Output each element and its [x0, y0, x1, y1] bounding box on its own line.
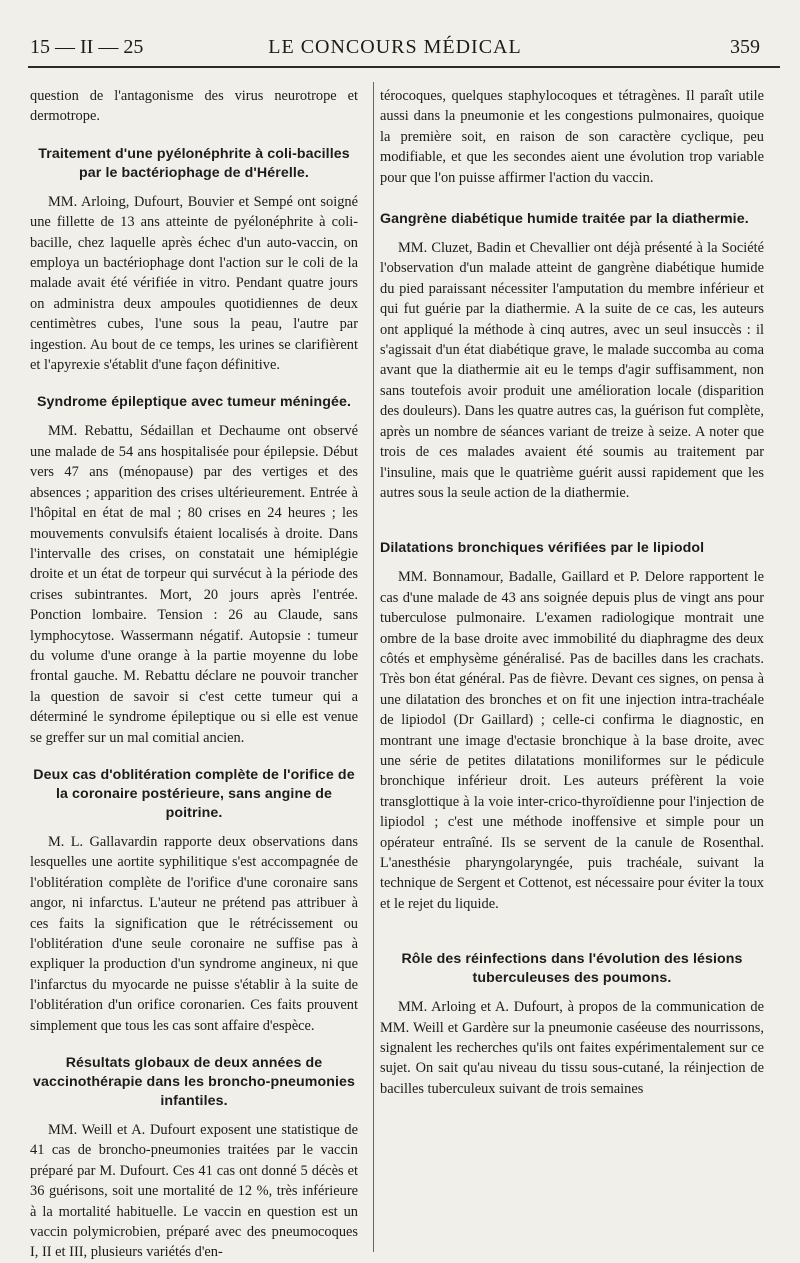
header-rule — [28, 66, 780, 68]
page-header — [30, 36, 760, 66]
continued-paragraph: question de l'antagonisme des virus neurotrope et dermotrope. — [30, 88, 358, 125]
article-body: M. L. Gallavardin rapporte deux observations dans lesquelles une aortite syphilitique s'est accompagnée de l'oblitération complète de l'orifice d'une coronaire sans angor, ni infarctus. L'auteur ne prétend pas attribuer à ces faits la signification que le rétrécissement ou l'oblitération d'une seule coronaire ne suffise pas à expliquer la production d'un syndrome angineux, ni que l'infarctus du myocarde ne puisse s'établir à la suite de l'oblitération d'un orifice coronarien. Ces faits prouvent simplement que tous les cas sont affaire d'espèce. — [30, 833, 358, 1034]
article-body: MM. Rebattu, Sédaillan et Dechaume ont observé une malade de 54 ans hospitalisée pour épilepsie. Début vers 47 ans (ménopause) par des vertiges et des absences ; apparition des crises ultérieurement. Entrée à l'hôpital en état de mal ; 80 crises en 24 heures ; les mouvements convulsifs étaient localisés à droite. Dans l'intervalle des crises, on constatait une hémiplégie droite et un état de torpeur qui survécut à la période des crises subintrantes. Mort, 20 jours après l'entrée. Ponction lombaire. Tension : 26 au Claude, sans lymphocytose. Wassermann négatif. Autopsie : tumeur du volume d'une orange à la partie moyenne du lobe frontal gauche. M. Rebattu déclare ne pouvoir trancher la question de savoir si c'est cette tumeur qui a déterminé le syndrome épileptique ou si elle est venue se greffer sur un mal comitial ancien. — [30, 423, 358, 746]
article-title: Syndrome épileptique avec tumeur méningée. — [36, 394, 352, 411]
right-column — [380, 86, 764, 1099]
article-body: MM. Arloing et A. Dufourt, à propos de la communication de MM. Weill et Gardère sur la pneumonie caséeuse des nourrissons, signalent les recherches qu'ils ont faites expérimentalement sur ce sujet. On sait qu'au niveau du tissu sous-cutané, la réinjection de bacilles tuberculeux suivant de trois semaines — [380, 999, 764, 1097]
article-title: Rôle des réinfections dans l'évolution des lésions tuberculeuses des poumons. — [401, 951, 743, 987]
article-body: MM. Weill et A. Dufourt exposent une statistique de 41 cas de broncho-pneumonies traitées par le vaccin préparé par M. Dufourt. Ces 41 cas ont donné 5 décès et 36 guérisons, soit une mortalité de 12 %, très inférieure à la mortalité habituelle. Le vaccin en question est un vaccin polymicrobien, préparé avec des pneumocoques I, II et III, plusieurs variétés d'en- — [30, 1122, 358, 1261]
article-body: MM. Bonnamour, Badalle, Gaillard et P. Delore rapportent le cas d'une malade de 43 ans soignée depuis plus de vingt ans pour tuberculose pulmonaire. L'examen radiologique montrait une ombre de la base droite avec immobilité du diaphragme des deux côtés et emphysème généralisé. Pas de bacilles dans les crachats. Très bon état général. Pas de fièvre. Devant ces signes, on pensa à une dilatation des bronches et on fit une injection intra-trachéale de lipiodol (Dr Gaillard) ; celle-ci confirma le diagnostic, en montrant une image d'ectasie bronchique à la base droite, avec une série de petites dilatations moniliformes sur le pédicule bronchique inférieur droit. Les auteurs préfèrent la voie transglottique à la voie inter-crico-thyroïdienne pour l'injection de lipiodol ; c'est une méthode inoffensive et simple pour un opérateur entraîné. Ils se servent de la canule de Rosenthal. L'anesthésie pharyngolaryngée, puis trachéale, suivant la technique de Sergent et Cottenot, est nécessaire pour éviter la toux et le rejet du liquide. — [380, 569, 764, 912]
issue-date: 15 — II — 25 — [30, 36, 144, 58]
article-body: MM. Cluzet, Badin et Chevallier ont déjà présenté à la Société l'observation d'un malade atteint de gangrène diabétique humide du pied paraissant nécessiter l'amputation du membre inférieur et qui fut guérie par la diathermie. A la suite de ce cas, les auteurs ont appliqué la méthode à cinq autres, avec un seul insuccès : il s'agissait d'un état diabétique grave, le malade succomba au coma avant que la diathermie ait eu le temps d'agir suffisamment, non sans toutefois avoir produit une amélioration locale (disparition des douleurs). Dans les quatre autres cas, la guérison fut complète, après un nombre de séances variant de treize à seize. A noter que trois de ces malades avaient été soumis au traitement par l'insuline, mais que le quatrième guérit aussi rapidement que les autres sous la seule action de la diathermie. — [380, 240, 764, 501]
column-divider — [373, 82, 374, 1252]
page-number: 359 — [730, 36, 760, 58]
article-title: Deux cas d'oblitération complète de l'orifice de la coronaire postérieure, sans angine de poitrine. — [33, 766, 355, 821]
continued-paragraph: térocoques, quelques staphylocoques et tétragènes. Il paraît utile aussi dans la pneumonie et les congestions pulmonaires, quoique la première soit, en raison de son caractère cyclique, peu modifiable, et que les secondes aient une évolution trop variable pour que l'on puisse affirmer l'action du vaccin. — [380, 88, 764, 186]
article-title: Dilatations bronchiques vérifiées par le lipiodol — [380, 540, 705, 557]
left-column — [30, 86, 358, 1263]
article-title: Traitement d'une pyélonéphrite à coli-bacilles par le bactériophage de d'Hérelle. — [38, 145, 350, 181]
article-body: MM. Arloing, Dufourt, Bouvier et Sempé ont soigné une fillette de 13 ans atteinte de pyélonéphrite à coli-bacille, chez laquelle après échec d'un auto-vaccin, on employa un bactériophage dont l'action sur le coli de la malade avait été vérifiée in vitro. Pendant quatre jours on administra deux ampoules quotidiennes de deux centimètres cubes, l'une sous la peau, l'autre par ingestion. Au bout de ce temps, les urines se clarifièrent et l'apyrexie s'établit d'une façon définitive. — [30, 193, 358, 374]
journal-title: LE CONCOURS MÉDICAL — [268, 36, 522, 58]
article-title: Résultats globaux de deux années de vaccinothérapie dans les broncho-pneumonies infantiles. — [32, 1055, 355, 1110]
article-title: Gangrène diabétique humide traitée par la diathermie. — [380, 211, 749, 228]
